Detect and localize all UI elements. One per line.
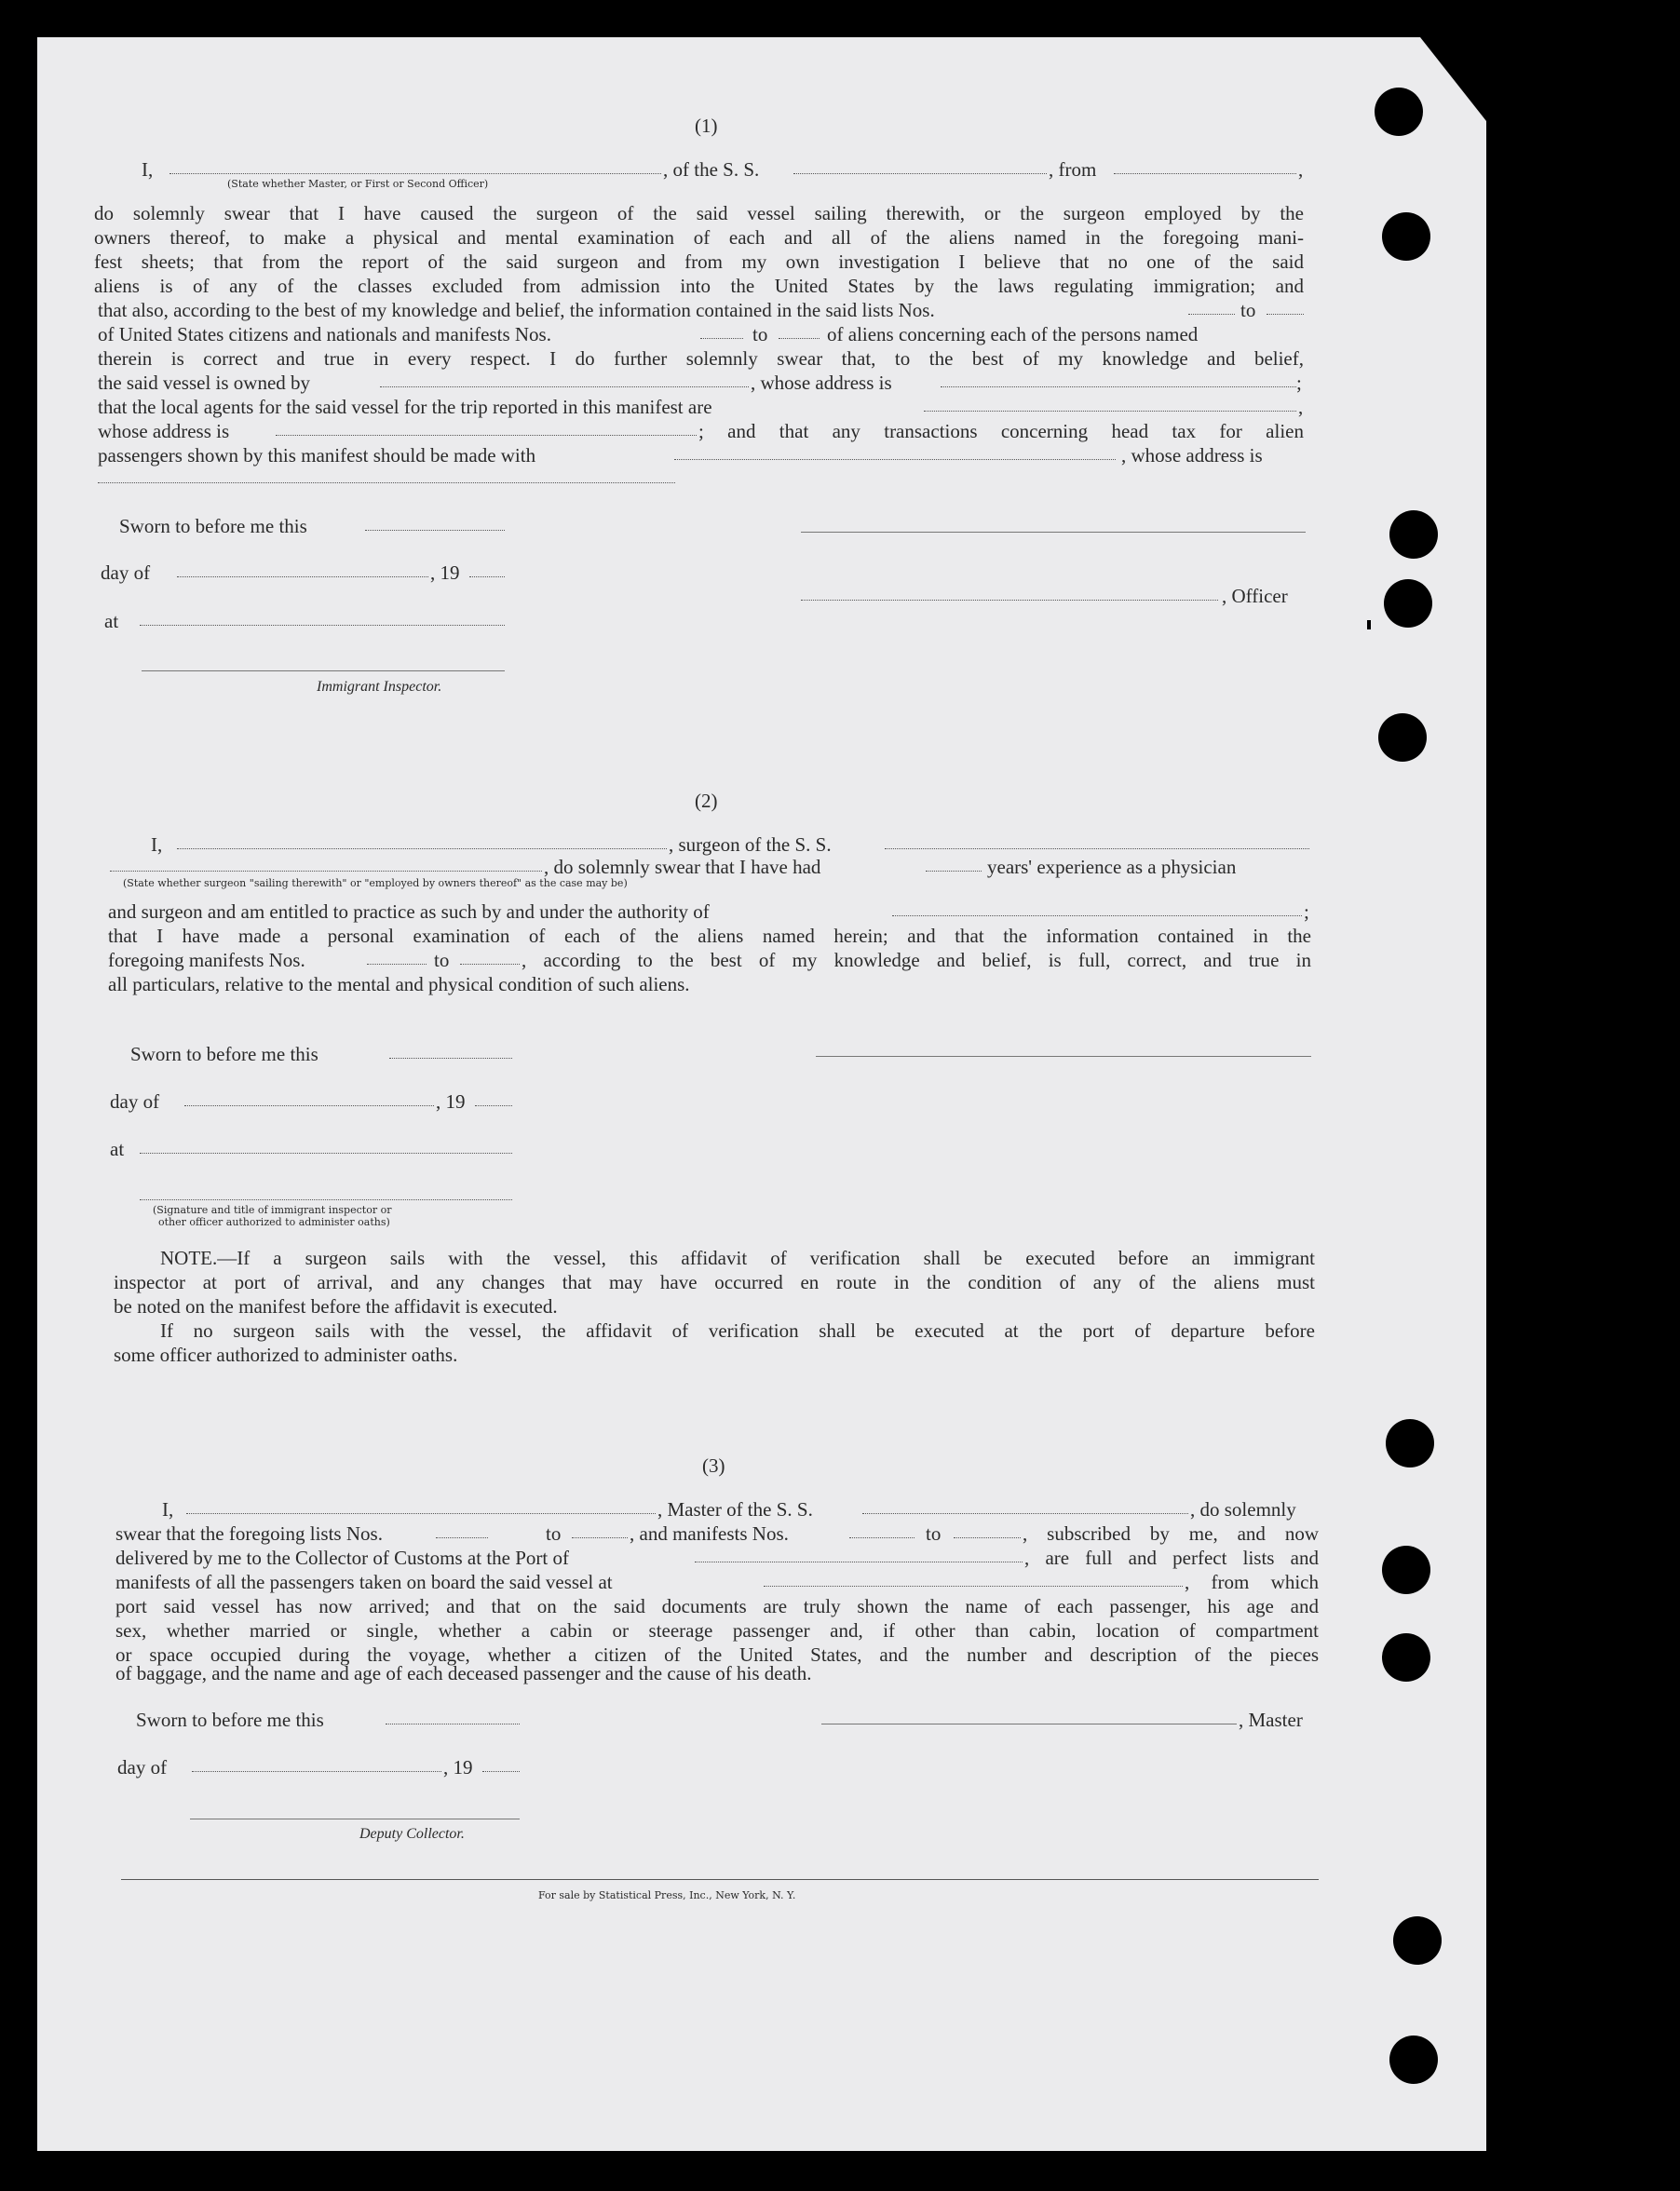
punch-hole (1382, 1633, 1430, 1682)
manifests-to-field[interactable] (779, 338, 820, 339)
manifests-from-field[interactable] (700, 338, 743, 339)
ship-name-field[interactable] (793, 173, 1047, 174)
punch-hole (1382, 212, 1430, 261)
owner-field[interactable] (380, 386, 749, 387)
embark-port-field[interactable] (764, 1586, 1183, 1587)
body-line: ; and that any transactions concerning head tax for alien (698, 420, 1304, 442)
manifests-to-field[interactable] (954, 1537, 1021, 1538)
officer-label: , Officer (1222, 585, 1288, 607)
ship-name-field[interactable] (862, 1513, 1188, 1514)
body-line: that the local agents for the said vessel for the trip reported in this manifest are (98, 396, 712, 418)
note-line: some officer authorized to administer oaths. (114, 1344, 458, 1366)
body-line: and surgeon and am entitled to practice as such by and under the authority of (108, 900, 710, 923)
sworn-label: Sworn to before me this (130, 1043, 318, 1065)
manifests-from-field[interactable] (849, 1537, 915, 1538)
signature-line[interactable] (801, 532, 1306, 533)
inspector-label: Immigrant Inspector. (317, 679, 442, 695)
body-line: aliens is of any of the classes excluded from admission into the United States by the laws regulating immigration; and (94, 275, 1304, 297)
lists-to-field[interactable] (1267, 314, 1304, 315)
body-line: , are full and perfect lists and (1024, 1547, 1319, 1569)
body-line: do solemnly swear that I have caused the surgeon of the said vessel sailing therewith, or the surgeon employed by the (94, 202, 1304, 224)
body-line: all particulars, relative to the mental and physical condition of such aliens. (108, 973, 690, 995)
body-line: port said vessel has now arrived; and that on the said documents are truly shown the name of each passenger, his age and (115, 1595, 1319, 1617)
from-label: , from (1049, 158, 1097, 181)
year-field[interactable] (469, 576, 505, 577)
surgeon-name-field[interactable] (177, 848, 667, 849)
body-line: of United States citizens and nationals and manifests Nos. (98, 323, 551, 345)
year-label: , 19 (436, 1090, 466, 1113)
body-line: the said vessel is owned by (98, 372, 311, 394)
owner-address-field[interactable] (941, 386, 1296, 387)
intro-i: I, (162, 1498, 174, 1521)
comma: , (1298, 158, 1304, 181)
note-line: If no surgeon sails with the vessel, the affidavit of verification shall be executed at the port of departure before (160, 1319, 1315, 1342)
surgeon-note: (State whether surgeon "sailing therewith" or "employed by owners thereof" as the case may be) (123, 877, 628, 889)
footer-rule (121, 1879, 1319, 1880)
to-label: to (926, 1522, 942, 1545)
body-line: foregoing manifests Nos. (108, 949, 305, 971)
years-field[interactable] (926, 871, 982, 872)
body-line: , from which (1185, 1571, 1319, 1593)
month-field[interactable] (177, 576, 428, 577)
agents-address-field[interactable] (276, 435, 697, 436)
year-field[interactable] (482, 1771, 520, 1772)
body-line: manifests of all the passengers taken on board the said vessel at (115, 1571, 613, 1593)
solemnly-label: , do solemnly (1190, 1498, 1296, 1521)
officer-rank-field[interactable] (169, 173, 661, 174)
year-label: , 19 (443, 1756, 473, 1778)
punch-hole (1393, 1916, 1442, 1965)
sworn-label: Sworn to before me this (136, 1709, 324, 1731)
body-line: , subscribed by me, and now (1023, 1522, 1319, 1545)
swear-label: , do solemnly swear that I have had (544, 856, 821, 878)
comma: , (1298, 396, 1304, 418)
master-name-field[interactable] (186, 1513, 656, 1514)
note-line: inspector at port of arrival, and any changes that may have occurred en route in the condition of any of the aliens must (114, 1271, 1315, 1293)
punch-hole (1375, 88, 1423, 136)
to-label: to (752, 323, 768, 345)
to-label: to (546, 1522, 562, 1545)
place-field[interactable] (140, 625, 505, 626)
body-line: therein is correct and true in every respect. I do further solemnly swear that, to the best of my knowledge and belief, (98, 347, 1304, 370)
signature-note: (Signature and title of immigrant inspector or (153, 1204, 392, 1216)
semicolon: ; (1296, 372, 1302, 394)
lists-to-field[interactable] (572, 1537, 628, 1538)
surgeon-type-field[interactable] (110, 871, 542, 872)
sworn-label: Sworn to before me this (119, 515, 307, 537)
printer-imprint: For sale by Statistical Press, Inc., New York, N. Y. (538, 1889, 796, 1901)
body-line: or space occupied during the voyage, whether a citizen of the United States, and the number and description of the pieces (115, 1643, 1319, 1666)
section-number: (3) (702, 1454, 725, 1477)
head-tax-field[interactable] (674, 459, 1116, 460)
at-label: at (110, 1138, 125, 1160)
agents-field[interactable] (924, 411, 1296, 412)
year-label: , 19 (430, 561, 460, 584)
punch-hole (1384, 579, 1432, 628)
body-line: fest sheets; that from the report of the said surgeon and from my own investigation I believe that no one of the said (94, 250, 1304, 273)
body-line: swear that the foregoing lists Nos. (115, 1522, 383, 1545)
sworn-date-field[interactable] (389, 1058, 512, 1059)
head-tax-address-field[interactable] (98, 482, 675, 483)
surgeon-of-label: , surgeon of the S. S. (669, 833, 832, 856)
lists-from-field[interactable] (436, 1537, 488, 1538)
body-line: that also, according to the best of my knowledge and belief, the information contained in the said lists Nos. (98, 299, 935, 321)
body-line: whose address is (98, 420, 230, 442)
of-ss-label: , of the S. S. (663, 158, 760, 181)
section-number: (1) (695, 115, 718, 137)
lists-from-field[interactable] (1188, 314, 1235, 315)
surgeon-signature-line[interactable] (816, 1056, 1311, 1057)
punch-hole (1386, 1419, 1434, 1467)
month-field[interactable] (192, 1771, 441, 1772)
year-field[interactable] (475, 1105, 512, 1106)
body-line: delivered by me to the Collector of Customs at the Port of (115, 1547, 569, 1569)
to-label: to (1240, 299, 1256, 321)
semicolon: ; (1304, 900, 1309, 923)
manifests-to-field[interactable] (460, 964, 520, 965)
day-of-label: day of (101, 561, 151, 584)
at-label: at (104, 610, 119, 632)
punch-hole (1382, 1546, 1430, 1594)
officer-signature-field[interactable] (801, 600, 1218, 601)
signature-note: other officer authorized to administer oaths) (158, 1216, 390, 1228)
from-port-field[interactable] (1114, 173, 1296, 174)
note-line: NOTE.—If a surgeon sails with the vessel, this affidavit of verification shall be executed before an immigrant (160, 1247, 1315, 1269)
speck (1367, 620, 1371, 629)
address-label: , whose address is (1121, 444, 1263, 467)
authority-field[interactable] (892, 915, 1302, 916)
address-label: , whose address is (751, 372, 892, 394)
to-label: to (434, 949, 450, 971)
note-line: be noted on the manifest before the affidavit is executed. (114, 1295, 558, 1318)
month-field[interactable] (184, 1105, 434, 1106)
body-line: that I have made a personal examination of each of the aliens named herein; and that the information contained in the (108, 925, 1311, 947)
ship-name-field[interactable] (885, 848, 1309, 849)
body-line: of aliens concerning each of the persons named (827, 323, 1199, 345)
punch-hole (1389, 2035, 1438, 2084)
speck (1518, 242, 1525, 251)
collector-label: Deputy Collector. (359, 1826, 465, 1842)
manifests-label: , and manifests Nos. (630, 1522, 789, 1545)
inspector-signature-line[interactable] (142, 670, 505, 671)
body-line: , according to the best of my knowledge and belief, is full, correct, and true in (522, 949, 1311, 971)
master-label: , Master (1239, 1709, 1303, 1731)
body-line: passengers shown by this manifest should be made with (98, 444, 536, 467)
punch-hole (1389, 510, 1438, 559)
years-label: years' experience as a physician (987, 856, 1237, 878)
day-of-label: day of (110, 1090, 160, 1113)
intro-i: I, (151, 833, 163, 856)
master-of-label: , Master of the S. S. (657, 1498, 813, 1521)
body-line: of baggage, and the name and age of each deceased passenger and the cause of his death. (115, 1662, 812, 1684)
officer-signature-field[interactable] (140, 1199, 512, 1200)
sworn-date-field[interactable] (365, 530, 505, 531)
body-line: owners thereof, to make a physical and mental examination of each and all of the aliens named in the foregoing mani- (94, 226, 1304, 249)
rank-note: (State whether Master, or First or Second Officer) (227, 178, 489, 190)
punch-hole (1378, 713, 1427, 762)
manifests-from-field[interactable] (367, 964, 427, 965)
section-number: (2) (695, 790, 718, 812)
body-line: sex, whether married or single, whether a cabin or steerage passenger and, if other than cabin, location of compartment (115, 1619, 1319, 1642)
day-of-label: day of (117, 1756, 168, 1778)
intro-i: I, (142, 158, 154, 181)
place-field[interactable] (140, 1153, 512, 1154)
